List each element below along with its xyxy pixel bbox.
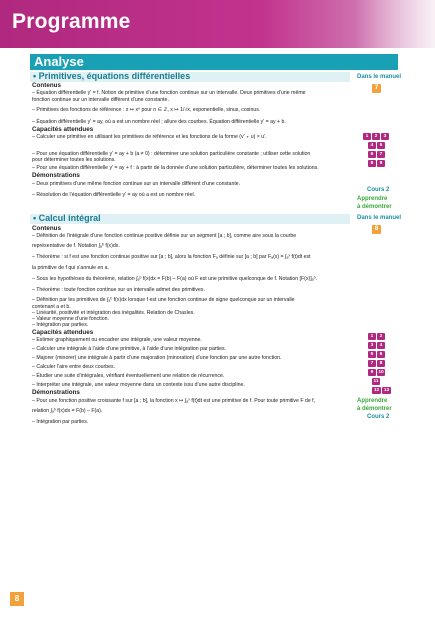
s2-demo-line: – Pour une fonction positive croissante f sur [a ; b], la fonction x ↦ ∫ₐˣ f(t)dt est une primitive de f. Pour toute primitive F de f, bbox=[32, 398, 316, 404]
s2-line: – Valeur moyenne d’une fonction. bbox=[32, 316, 109, 322]
ref-badge: 6 bbox=[368, 151, 376, 158]
ref-badge: 7 bbox=[368, 360, 376, 367]
page-title: Programme bbox=[12, 10, 131, 33]
capacites-heading-2: Capacités attendues bbox=[32, 329, 94, 336]
s2-cap-line: – Majorer (minorer) une intégrale à partir d’une majoration (minoration) d’une fonction par une autre fonction. bbox=[32, 355, 282, 361]
chapter-badge-7: 7 bbox=[372, 84, 381, 93]
ref-badge: 8 bbox=[377, 360, 385, 367]
contenus-heading-1: Contenus bbox=[32, 82, 62, 89]
s2-cap-line: – Calculer l’aire entre deux courbes. bbox=[32, 364, 116, 370]
section-primitives bbox=[30, 72, 350, 82]
ref-badge: 7 bbox=[377, 151, 385, 158]
a-demontrer-label-1: à démontrer bbox=[357, 204, 392, 210]
s1-cap-line: pour déterminer toutes les solutions. bbox=[32, 157, 116, 163]
capacites-heading-1: Capacités attendues bbox=[32, 126, 94, 133]
apprendre-label-1: Apprendre bbox=[357, 196, 388, 202]
ref-badge: 2 bbox=[377, 333, 385, 340]
s2-cap-line: – Interpréter une intégrale, une valeur moyenne dans un contexte issu d’une autre discipline. bbox=[32, 382, 245, 388]
s1-line: – Équation différentielle y' = ay, où a est un nombre réel ; allure des courbes. Équation différentielle y' = ay + b. bbox=[32, 119, 286, 125]
s2-demo-line: relation ∫ₐᵇ f(x)dx = F(b) – F(a). bbox=[32, 408, 103, 414]
s2-cap-line: – Calculer une intégrale à l’aide d’une primitive, à l’aide d’une intégration par parties. bbox=[32, 346, 227, 352]
ref-badge: 8 bbox=[368, 160, 376, 167]
section-title-primitives: • Primitives, équations différentielles bbox=[33, 71, 191, 81]
a-demontrer-label-2: à démontrer bbox=[357, 406, 392, 412]
s1-demo-line: – Deux primitives d’une même fonction continue sur un intervalle diffèrent d’une constante. bbox=[32, 181, 241, 187]
s1-cap-line: – Pour une équation différentielle y' = ay + f : à partir de la donnée d’une solution particulière, déterminer toutes les solutions. bbox=[32, 165, 319, 171]
ref-badge: 1 bbox=[368, 333, 376, 340]
ref-badge: 1 bbox=[363, 133, 371, 140]
s2-demo-line: – Intégration par parties. bbox=[32, 419, 89, 425]
analyse-title: Analyse bbox=[34, 54, 84, 69]
s2-line: – Sous les hypothèses du théorème, relation ∫ₐᵇ f(x)dx = F(b) – F(a) où F est une primitive quelconque de f. Notation [F(x)]ₐᵇ. bbox=[32, 276, 317, 282]
ref-badge: 11 bbox=[373, 379, 379, 384]
s1-cap-line: – Calculer une primitive en utilisant les primitives de référence et les fonctions de la forme (v' ∘ u) × u'. bbox=[32, 134, 267, 140]
chapter-badge-8: 8 bbox=[372, 225, 381, 234]
s2-line: – Théorème : si f est une fonction continue positive sur [a ; b], alors la fonction Fₐ définie sur [a ; b] par Fₐ(x) = ∫ₐˣ f(t)dt est bbox=[32, 254, 311, 260]
s1-line: – Primitives des fonctions de référence : x ↦ xⁿ pour n ∈ ℤ, x ↦ 1/√x, exponentielle, sinus, cosinus. bbox=[32, 107, 261, 113]
ref-badge: 13 bbox=[383, 388, 390, 393]
ref-badge: 10 bbox=[378, 370, 384, 375]
s2-line: – Définition par les primitives de ∫ₐᵇ f(x)dx lorsque f est une fonction continue de signe quelconque sur un intervalle bbox=[32, 297, 295, 303]
s1-line: – Équation différentielle y' = f. Notion de primitive d’une fonction continue sur un intervalle. Deux primitives d’une même bbox=[32, 90, 306, 96]
section-title-integral: • Calcul intégral bbox=[33, 213, 101, 223]
s1-line: fonction continue sur un intervalle diffèrent d’une constante. bbox=[32, 97, 169, 103]
demonstrations-heading-2: Démonstrations bbox=[32, 389, 80, 396]
s2-cap-line: – Étudier une suite d’intégrales, vérifiant éventuellement une relation de récurrence. bbox=[32, 373, 225, 379]
ref-badge: 3 bbox=[368, 342, 376, 349]
manuel-label-2: Dans le manuel bbox=[357, 215, 402, 221]
cours-label-1: Cours 2 bbox=[367, 187, 390, 193]
s2-line: – Théorème : toute fonction continue sur un intervalle admet des primitives. bbox=[32, 287, 205, 293]
s2-line: contenant a et b. bbox=[32, 304, 71, 310]
ref-badge: 4 bbox=[377, 342, 385, 349]
manuel-label-1: Dans le manuel bbox=[357, 74, 402, 80]
s2-line: la primitive de f qui s’annule en a. bbox=[32, 265, 109, 271]
s1-demo-line: – Résolution de l’équation différentielle y' = ay où a est un nombre réel. bbox=[32, 192, 196, 198]
s2-line: – Linéarité, positivité et intégration des inégalités. Relation de Chasles. bbox=[32, 310, 195, 316]
s2-line: – Définition de l’intégrale d’une fonction continue positive définie sur un segment [a ; b], comme aire sous la courbe bbox=[32, 233, 297, 239]
page-number: 8 bbox=[10, 592, 24, 606]
section-integral bbox=[30, 214, 350, 224]
ref-badge: 12 bbox=[373, 388, 380, 393]
s1-cap-line: – Pour une équation différentielle y' = ay + b (a ≠ 0) : déterminer une solution particulière constante ; utiliser cette solution bbox=[32, 151, 311, 157]
ref-badge: 5 bbox=[377, 142, 385, 149]
demonstrations-heading-1: Démonstrations bbox=[32, 172, 80, 179]
header-fade bbox=[355, 0, 435, 48]
analyse-bar bbox=[30, 54, 398, 70]
s2-cap-line: – Estimer graphiquement ou encadrer une intégrale, une valeur moyenne. bbox=[32, 337, 202, 343]
ref-badge: 6 bbox=[377, 351, 385, 358]
ref-badge: 3 bbox=[381, 133, 389, 140]
cours-label-2: Cours 2 bbox=[367, 414, 390, 420]
apprendre-label-2: Apprendre bbox=[357, 398, 388, 404]
ref-badge: 5 bbox=[368, 351, 376, 358]
ref-badge: 2 bbox=[372, 133, 380, 140]
contenus-heading-2: Contenus bbox=[32, 225, 62, 232]
ref-badge: 9 bbox=[368, 369, 376, 376]
s2-line: représentative de f. Notation ∫ₐᵇ f(x)dx. bbox=[32, 243, 120, 249]
s2-line: – Intégration par parties. bbox=[32, 322, 89, 328]
ref-badge: 4 bbox=[368, 142, 376, 149]
ref-badge: 9 bbox=[377, 160, 385, 167]
